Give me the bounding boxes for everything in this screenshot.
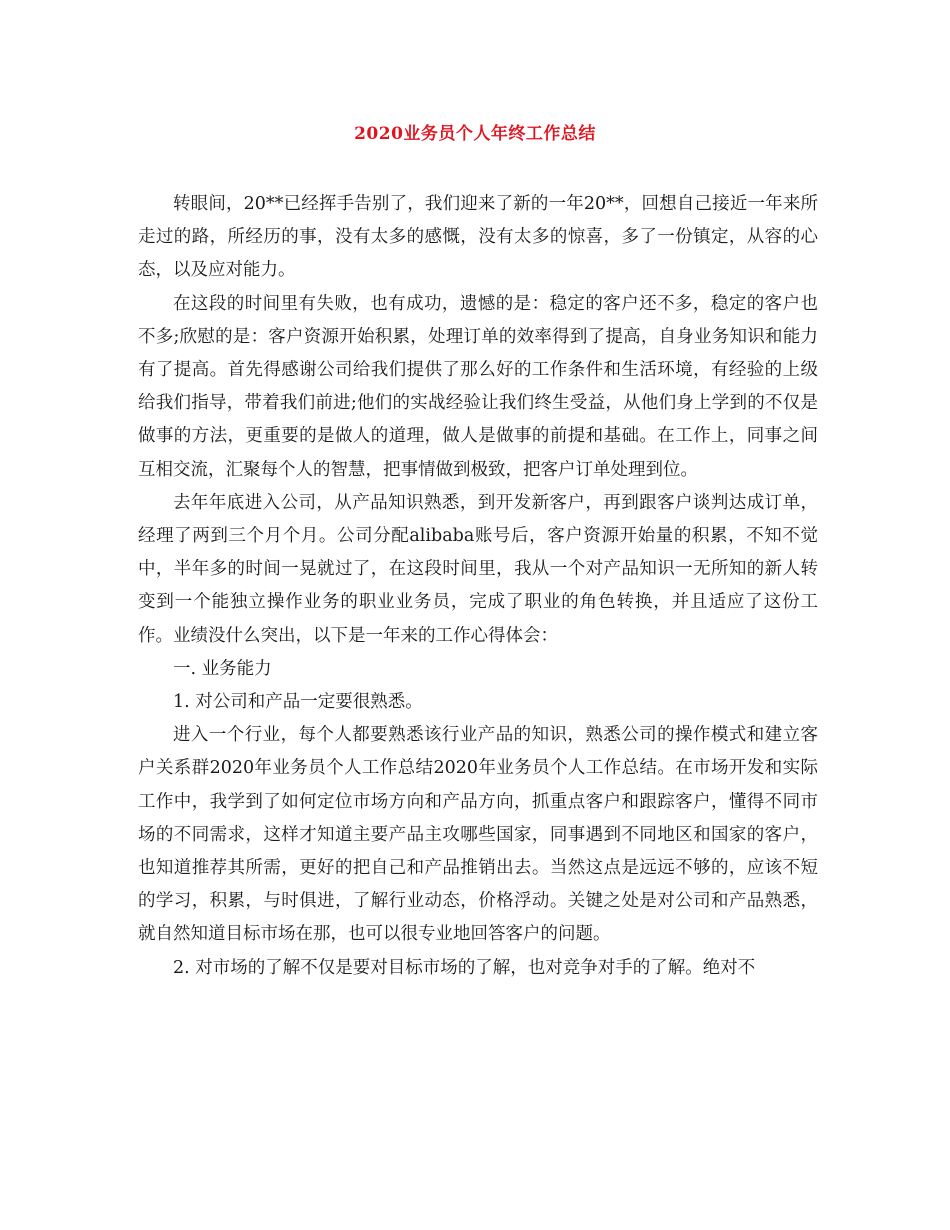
paragraph-point-1: 进入一个行业，每个人都要熟悉该行业产品的知识，熟悉公司的操作模式和建立客户关系群2020年业务员个人工作总结2020年业务员个人工作总结。在市场开发和实际工作中，我学到了如何定位市场方向和产品方向，抓重点客户和跟踪客户，懂得不同市场的不同需求，这样才知道主要产品主攻哪些国家，同事遇到不同地区和国家的客户，也知道推荐其所需，更好的把自己和产品推销出去。当然这点是远远不够的，应该不短的学习，积累，与时俱进，了解行业动态，价格浮动。关键之处是对公司和产品熟悉，就自然知道目标市场在那，也可以很专业地回答客户的问题。 [138,725,818,945]
section-heading-business-ability: 一. 业务能力 [173,658,272,679]
paragraph-experience: 去年年底进入公司，从产品知识熟悉，到开发新客户，再到跟客户谈判达成订单，经理了两到三个月个月。公司分配alibaba账号后，客户资源开始量的积累，不知不觉中，半年多的时间一晃就过了，在这段时间里，我从一个对产品知识一无所知的新人转变到一个能独立操作业务的职业业务员，完成了职业的角色转换，并且适应了这份工作。业绩没什么突出，以下是一年来的工作心得体会： [138,492,818,646]
paragraph-reflection: 在这段的时间里有失败，也有成功，遗憾的是：稳定的客户还不多，稳定的客户也不多;欣慰的是：客户资源开始积累，处理订单的效率得到了提高，自身业务知识和能力有了提高。首先得感谢公司给我们提供了那么好的工作条件和生活环境，有经验的上级给我们指导，带着我们前进;他们的实战经验让我们终生受益，从他们身上学到的不仅是做事的方法，更重要的是做人的道理，做人是做事的前提和基础。在工作上，同事之间互相交流，汇聚每个人的智慧，把事情做到极致，把客户订单处理到位。 [138,293,818,480]
point-1-heading: 1. 对公司和产品一定要很熟悉。 [173,692,423,713]
document-title: 2020业务员个人年终工作总结 [354,124,596,144]
document-body [138,188,818,985]
paragraph-point-2: 2. 对市场的了解不仅是要对目标市场的了解，也对竞争对手的了解。绝对不 [173,957,756,978]
paragraph-intro: 转眼间，20**已经挥手告别了，我们迎来了新的一年20**，回想自己接近一年来所走过的路，所经历的事，没有太多的感慨，没有太多的惊喜，多了一份镇定，从容的心态，以及应对能力。 [138,194,818,281]
